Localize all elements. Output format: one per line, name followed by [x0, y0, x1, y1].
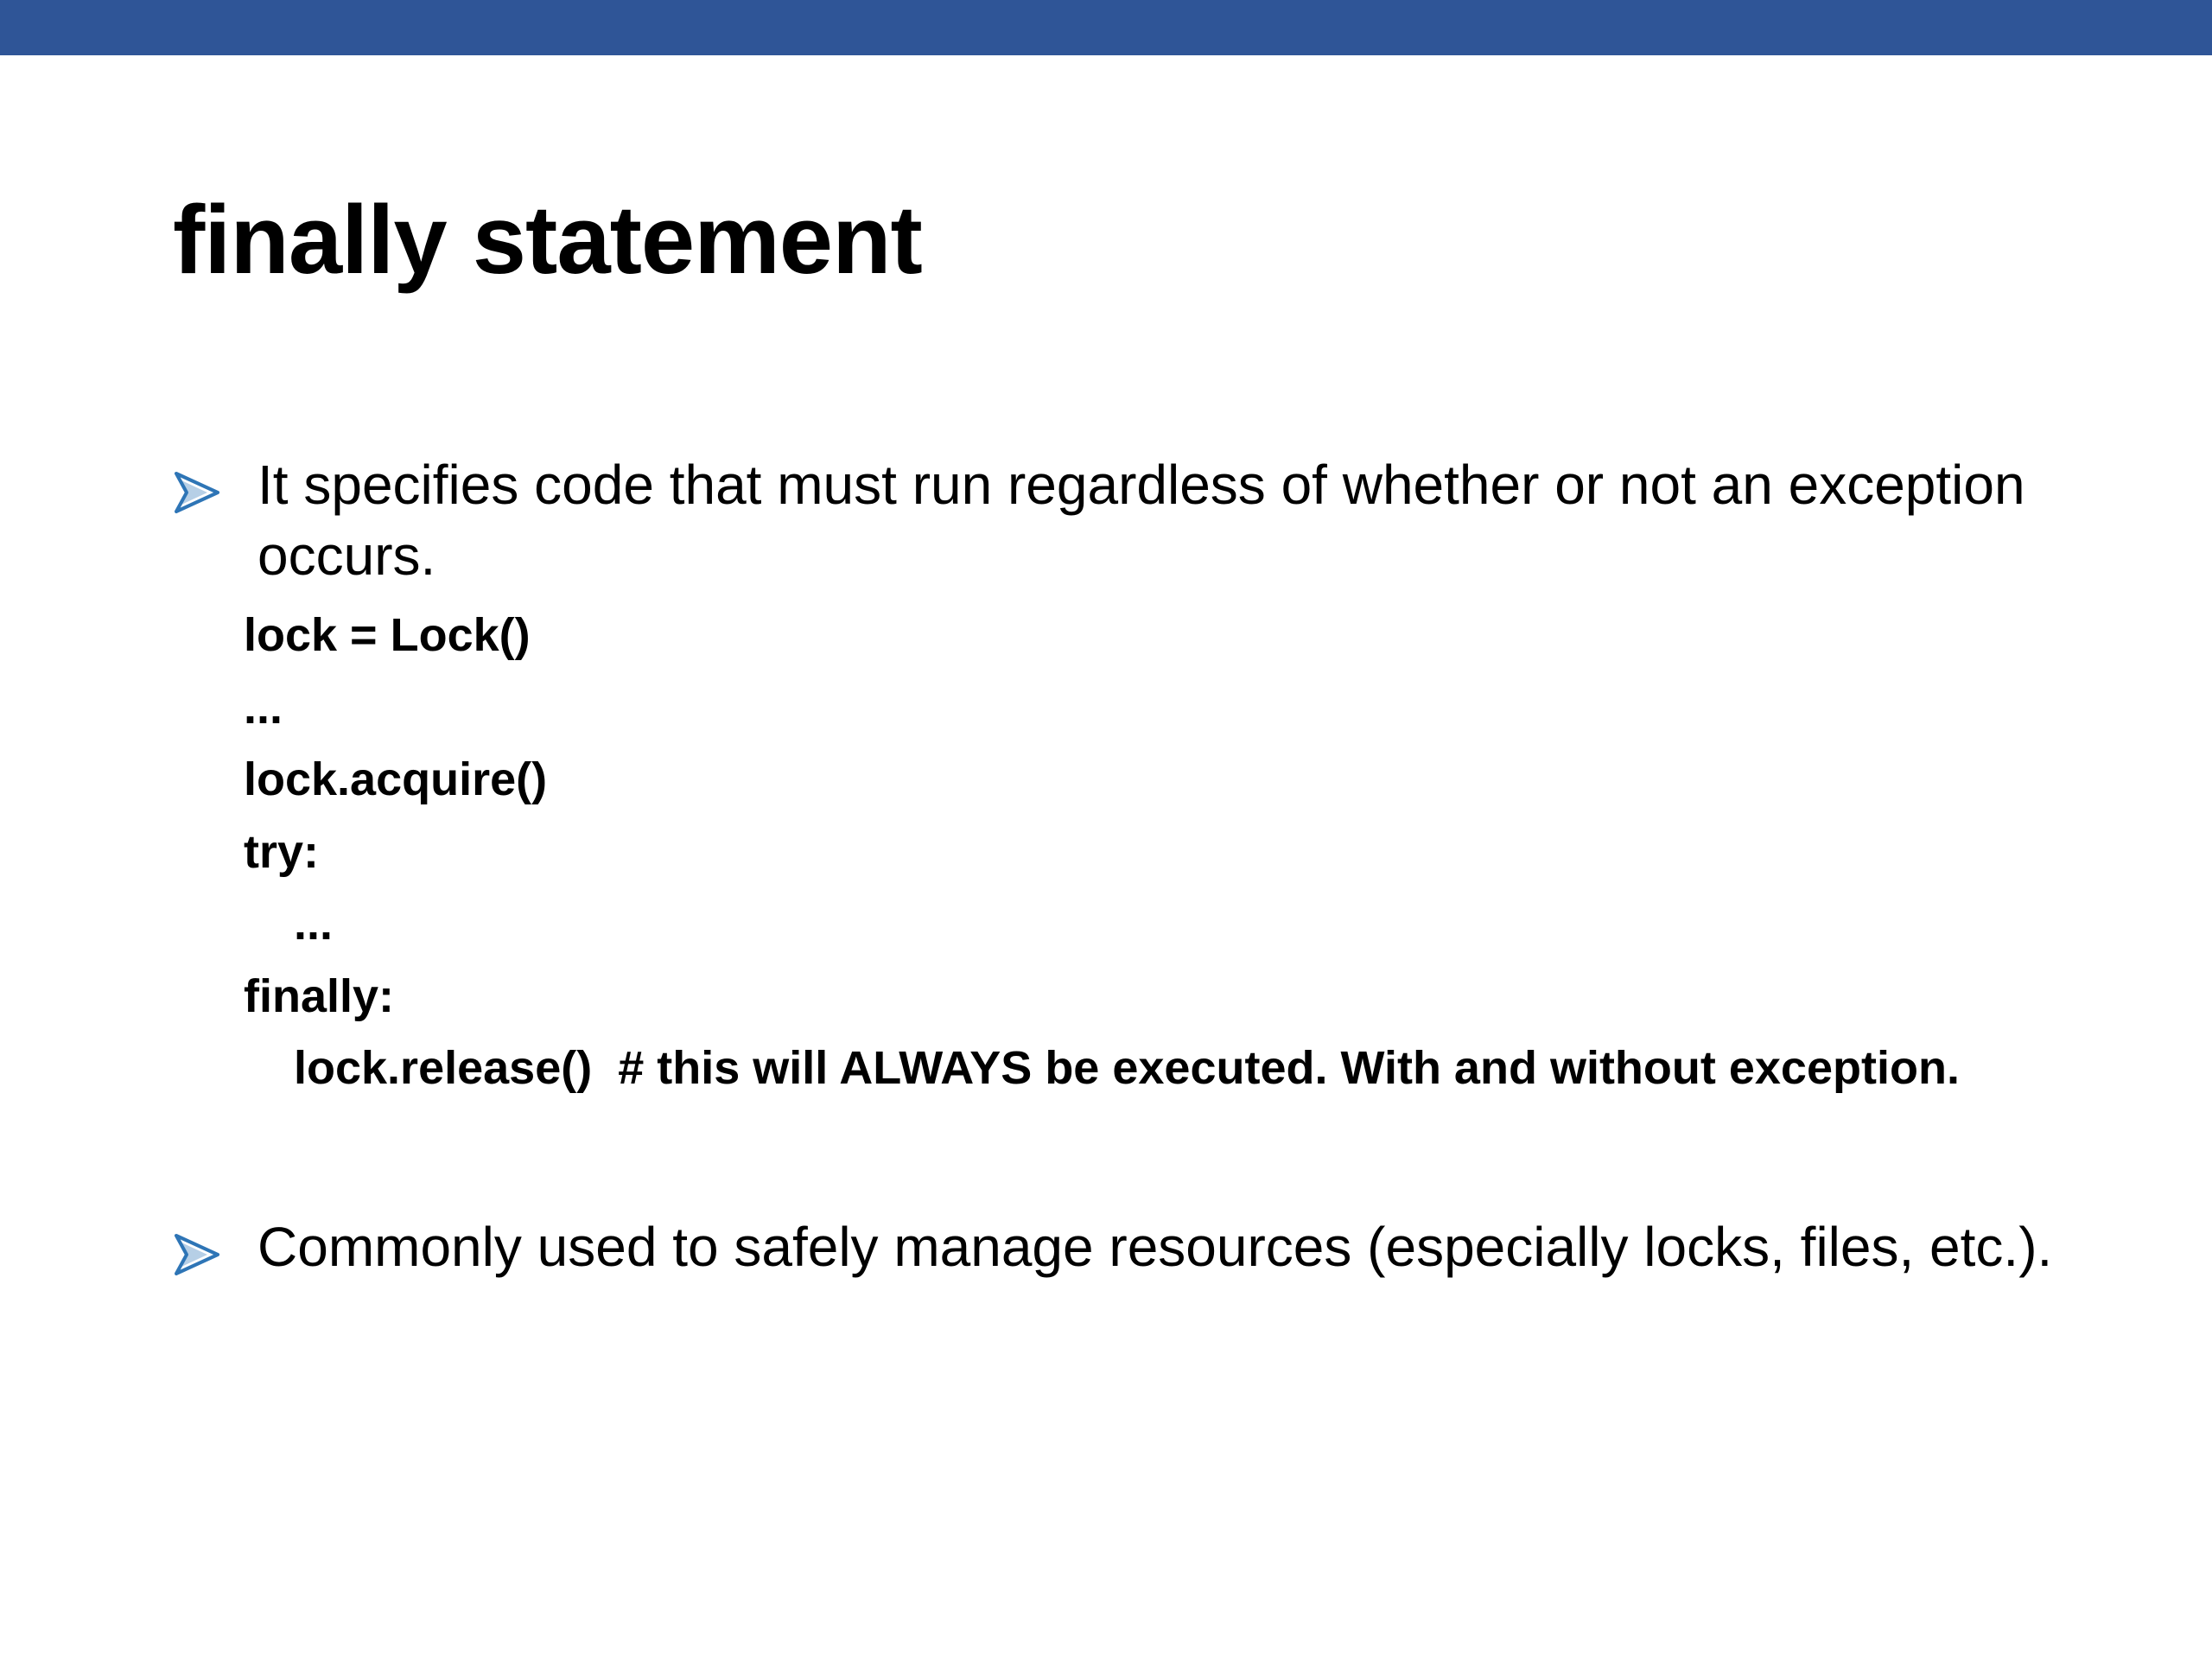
code-line: lock = Lock()	[244, 609, 531, 661]
arrow-bullet-icon	[173, 468, 221, 517]
code-line: lock.acquire()	[244, 753, 548, 805]
code-line: try:	[244, 825, 320, 878]
slide-title: finally statement	[173, 186, 922, 294]
arrow-bullet-icon	[173, 1230, 221, 1279]
bullet-item-2	[173, 1211, 2160, 1358]
top-accent-bar	[0, 0, 2212, 55]
code-line: lock.release() # this will ALWAYS be executed. With and without exception.	[294, 1042, 1960, 1094]
code-line: ...	[294, 898, 334, 950]
code-line: ...	[244, 681, 283, 734]
code-line: finally:	[244, 969, 395, 1022]
code-block	[244, 600, 2145, 1105]
bullet-item-1	[173, 449, 2160, 596]
bullet-text: Commonly used to safely manage resources (especially locks, files, etc.).	[257, 1216, 2053, 1278]
bullet-text: It specifies code that must run regardless of whether or not an exception occurs.	[257, 454, 2025, 587]
